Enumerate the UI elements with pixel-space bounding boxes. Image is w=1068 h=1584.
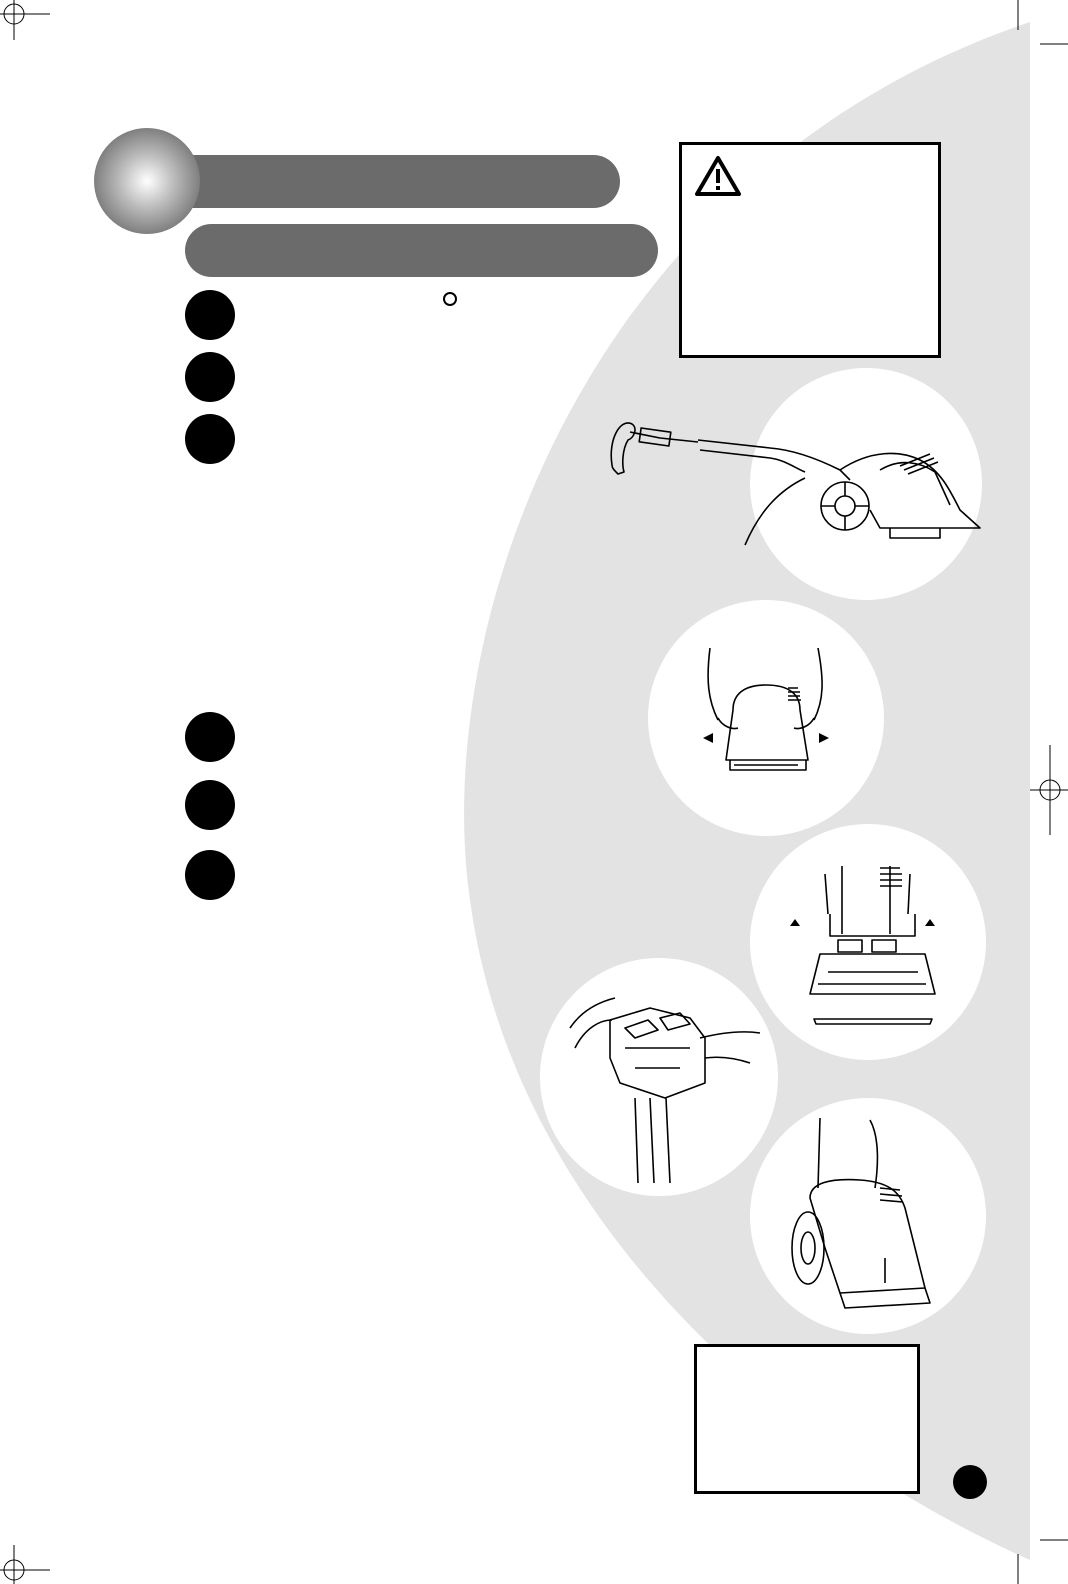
step-marker-5 [185,780,235,830]
step-marker-6 [185,850,235,900]
warning-triangle-icon [694,155,742,197]
hands-release-nozzle-icon [648,600,884,836]
hands-rinse-nozzle-icon [540,958,778,1196]
hands-lift-nozzle-icon [750,824,986,1060]
step-marker-1 [185,290,235,340]
step-marker-2 [185,352,235,402]
cleaner-upright-nozzle-icon [750,1098,986,1334]
carpet-cleaner-tilted-icon [600,410,990,560]
section-subtitle-bar [185,224,658,277]
illustration-lift-nozzle [750,824,986,1060]
small-circle-icon [443,292,457,306]
gradient-sphere-icon [94,128,200,234]
illustration-rinse-nozzle [540,958,778,1196]
step-marker-4 [185,712,235,762]
page-number-marker [953,1465,987,1499]
note-box [694,1344,920,1494]
section-title-bar [150,155,620,208]
illustration-upright-cleaner [750,1098,986,1334]
illustration-release-nozzle [648,600,884,836]
step-marker-3 [185,414,235,464]
warning-box [679,142,941,358]
